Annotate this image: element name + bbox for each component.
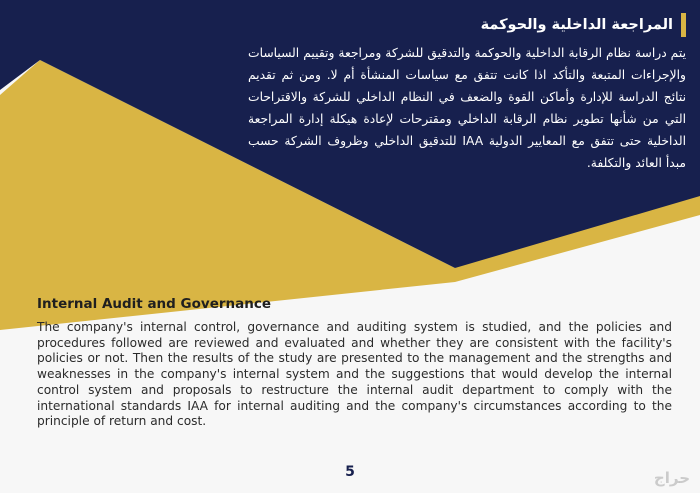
english-heading-row bbox=[22, 292, 672, 316]
english-accent-bar bbox=[22, 292, 27, 316]
english-paragraph: The company's internal control, governance and auditing system is studied, and the policies and procedures followed are reviewed and evaluated and whether they are consistent with the facility's policies or not. Then the results of the study are presented to the management and the strengths and weaknesses in the company's internal system and the suggestions that would develop the internal control system and proposals to restructure the internal audit department to comply with the international standards IAA for internal auditing and the company's circumstances according to the principle of return and cost. bbox=[37, 320, 672, 429]
arabic-paragraph: يتم دراسة نظام الرقابة الداخلية والحوكمة والتدقيق للشركة ومراجعة وتقييم السياسات والإجراءات المتبعة والتأكد اذا كانت تتفق مع سياسات المنشأة أم لا. ومن ثم تقديم نتائج الدراسة للإدارة وأماكن القوة والضعف في النظام الداخلي للشركة والاقتراحات التي من شأنها تطوير نظام الرقابة الداخلي ومقترحات لإعادة هيكلة إدارة المراجعة الداخلية حتى تتفق مع المعايير الدولية IAA للتدقيق الداخلي وظروف الشركة حسب مبدأ العائد والتكلفة. bbox=[248, 46, 686, 170]
arabic-accent-bar bbox=[681, 13, 686, 37]
english-section bbox=[22, 292, 672, 430]
arabic-heading: المراجعة الداخلية والحوكمة bbox=[480, 17, 673, 33]
page-number: 5 bbox=[345, 464, 355, 480]
arabic-heading-row bbox=[248, 12, 686, 38]
english-heading: Internal Audit and Governance bbox=[37, 296, 271, 312]
arabic-section bbox=[248, 12, 686, 174]
watermark-logo: حراج bbox=[653, 469, 690, 487]
